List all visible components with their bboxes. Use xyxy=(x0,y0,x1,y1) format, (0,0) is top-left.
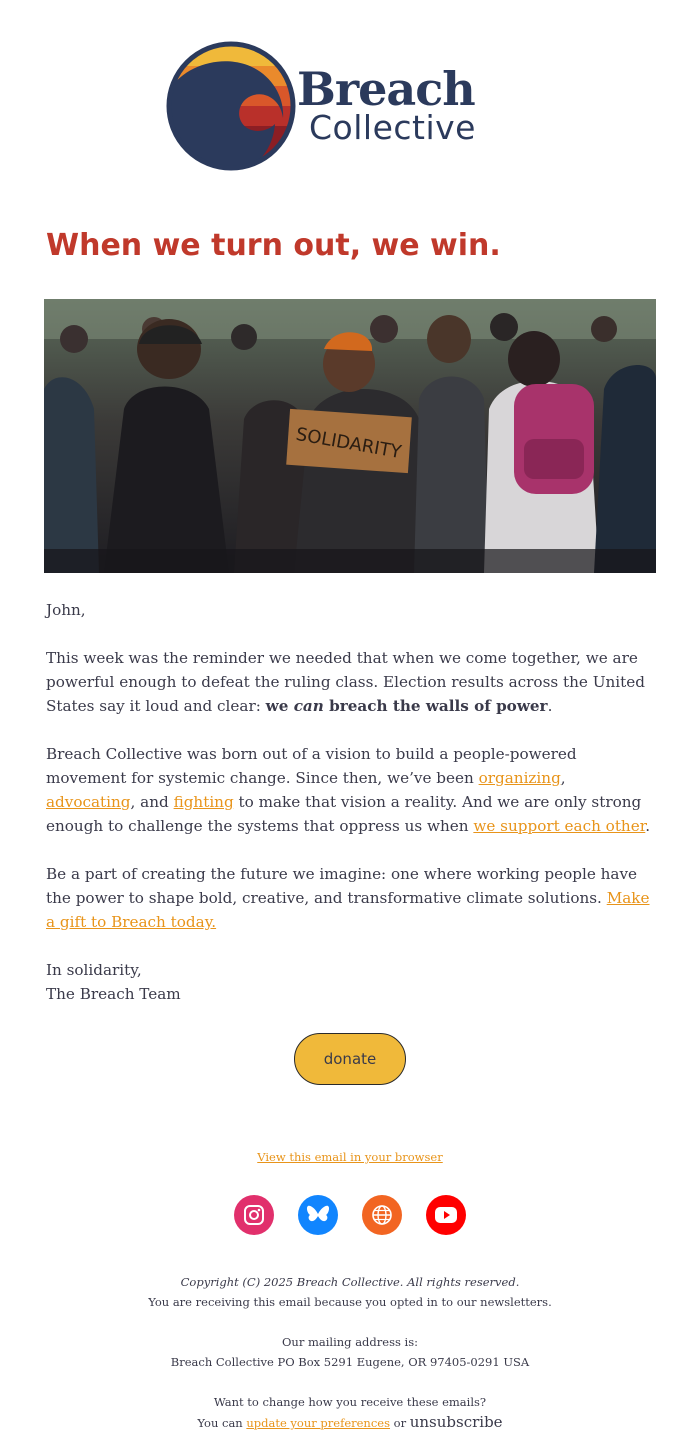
wave-logo-icon xyxy=(165,40,299,174)
opt-in-reason: You are receiving this email because you opted in to our newsletters. xyxy=(148,1295,552,1309)
support-each-other-link[interactable]: we support each other xyxy=(473,817,646,835)
website-icon xyxy=(370,1203,394,1227)
hero-protest-image xyxy=(44,299,656,573)
you-can-text: You can xyxy=(197,1416,247,1430)
p1-bold xyxy=(266,697,548,715)
p2-text-c: , and xyxy=(130,793,174,811)
signoff xyxy=(46,958,658,1006)
email-body xyxy=(46,598,658,1030)
youtube-icon xyxy=(434,1206,458,1224)
signoff-line1: In solidarity, xyxy=(46,961,142,979)
website-link[interactable] xyxy=(362,1195,402,1235)
p1-text: This week was the reminder we needed that when we come together, we are powerful enough to defeat the ruling class. Election results across the United States say it loud and clear: xyxy=(46,649,645,715)
view-in-browser xyxy=(0,1150,700,1164)
solidarity-sign-text: SOLIDARITY xyxy=(294,423,403,464)
greeting: John, xyxy=(46,601,86,619)
update-preferences-link[interactable]: update your preferences xyxy=(246,1416,390,1430)
p1-bold-rest: breach the walls of power xyxy=(323,697,548,715)
donate-button[interactable]: donate xyxy=(294,1033,406,1085)
instagram-icon xyxy=(243,1204,265,1226)
p1-end: . xyxy=(547,697,553,715)
youtube-link[interactable] xyxy=(426,1195,466,1235)
copyright-text: Copyright (C) 2025 Breach Collective. All rights reserved. xyxy=(180,1275,520,1289)
p1-bold-can: can xyxy=(293,697,324,715)
view-in-browser-link[interactable]: View this email in your browser xyxy=(257,1150,443,1164)
headline: When we turn out, we win. xyxy=(46,228,501,263)
logo-wordmark-collective: Collective xyxy=(309,108,476,147)
footer-preferences-block xyxy=(0,1392,700,1433)
p3-text: Be a part of creating the future we imagine: one where working people have the power to shape bold, creative, and transformative climate solutions. xyxy=(46,865,638,907)
p1-bold-we: we xyxy=(265,697,294,715)
signoff-line2: The Breach Team xyxy=(46,985,181,1003)
paragraph-vision xyxy=(46,742,658,838)
bluesky-link[interactable] xyxy=(298,1195,338,1235)
organizing-link[interactable]: organizing xyxy=(478,769,561,787)
footer-mailing-block xyxy=(0,1332,700,1372)
mailing-label: Our mailing address is: xyxy=(281,1335,418,1349)
fighting-link[interactable]: fighting xyxy=(173,793,234,811)
mailing-address: Breach Collective PO Box 5291 Eugene, OR 97405-0291 USA xyxy=(170,1355,530,1369)
bluesky-icon xyxy=(306,1204,330,1226)
paragraph-future xyxy=(46,862,658,934)
or-text: or xyxy=(390,1416,410,1430)
instagram-link[interactable] xyxy=(234,1195,274,1235)
paragraph-election xyxy=(46,646,658,718)
unsubscribe-link[interactable]: unsubscribe xyxy=(409,1413,503,1431)
footer-copyright-block xyxy=(0,1272,700,1312)
p2-text-b: , xyxy=(560,769,566,787)
p2-text-e: . xyxy=(645,817,651,835)
p2-text-a: Breach Collective was born out of a vision to build a people-powered movement for systemic change. Since then, we’ve been xyxy=(46,745,577,787)
p2-text-d: to make that vision a reality. And we are only strong enough to challenge the systems that oppress us when xyxy=(46,793,642,835)
logo-wordmark-breach: Breach xyxy=(297,62,475,116)
make-a-gift-link[interactable]: Make a gift to Breach today. xyxy=(46,889,650,931)
crowd-photo-icon xyxy=(44,299,656,573)
breach-collective-logo xyxy=(165,40,537,174)
advocating-link[interactable]: advocating xyxy=(46,793,131,811)
change-question: Want to change how you receive these emails? xyxy=(213,1395,487,1409)
